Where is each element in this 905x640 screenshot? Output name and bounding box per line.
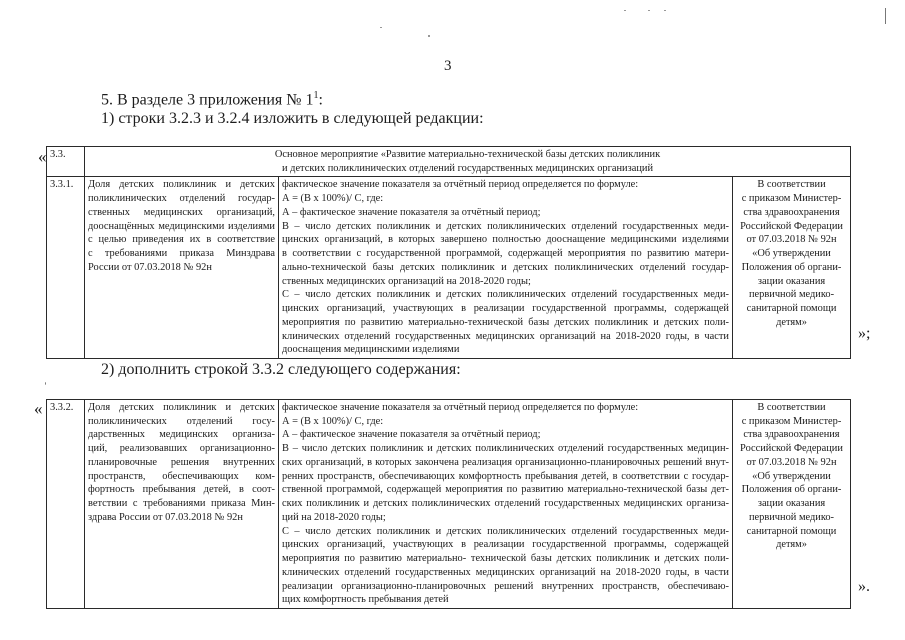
calculation-method — [279, 177, 733, 359]
formula-line: цинских организаций, участвующих в реализации государственной программы, содержащей — [282, 303, 729, 315]
row-number: 3.3.1. — [47, 177, 85, 359]
formula-line: мероприятия по развитию материально- технической базы детских поликлиник и детских поли- — [282, 553, 729, 565]
indicator-description — [85, 400, 279, 609]
formula-line: ских поликлиник и детских поликлинических отделений государственных медицинских организа- — [282, 498, 729, 510]
formula-line: А – фактическое значение показателя за отчётный период; — [282, 206, 541, 218]
basis-line: санитарной помощи — [746, 303, 837, 315]
main-event-cell — [85, 147, 851, 177]
basis-line: первичной медико- — [748, 289, 835, 301]
description-line: с требованиями приказа Минздрава — [88, 248, 275, 260]
section-heading — [101, 90, 323, 109]
amendment-table-2 — [46, 399, 851, 609]
basis-line: В соответствии — [757, 402, 826, 413]
formula-line: А – фактическое значение показателя за отчётный период; — [282, 429, 541, 441]
description-line: дооснащённых медицинскими изделиями — [88, 220, 275, 232]
basis-line: Российской Федерации — [740, 443, 843, 455]
closing-quote-1: »; — [858, 325, 871, 342]
scan-speck — [624, 10, 626, 11]
basis-line: В соответствии — [757, 179, 826, 191]
row-number: 3.3.2. — [47, 400, 85, 609]
section-heading-footnote: 1 — [313, 90, 319, 101]
description-line: Доля детских поликлиник и детских — [88, 402, 275, 413]
description-line: Доля детских поликлиник и детских — [88, 179, 275, 191]
legal-basis — [733, 400, 851, 609]
amendment-item-1: 1) строки 3.2.3 и 3.2.4 изложить в следующей редакции: — [101, 110, 484, 127]
basis-line: от 07.03.2018 № 92н — [746, 456, 837, 468]
closing-quote-2: ». — [858, 578, 870, 595]
description-line: дарственных медицинских организа- — [88, 429, 275, 441]
formula-line: фактическое значение показателя за отчётный период определяется по формуле: — [282, 402, 639, 413]
main-event-line: и детских поликлинических отделений государственных медицинских организаций — [282, 162, 654, 174]
basis-line: детям» — [776, 539, 807, 551]
amendment-table-1 — [46, 146, 851, 359]
formula-line: ально-технической базы детских поликлиник и детских поликлинических отделений государ- — [282, 261, 729, 273]
scan-speck — [648, 10, 650, 11]
description-line: здрава России от 07.03.2018 № 92н — [88, 511, 243, 523]
main-event-line: Основное мероприятие «Развитие материально-технической базы детских поликлиник — [274, 149, 661, 160]
description-line: с целью приведения их в соответствие — [88, 234, 275, 246]
description-line: ветствии с требованиями приказа Мин- — [88, 498, 275, 510]
table-row-3-3-2 — [47, 400, 851, 609]
formula-line: ственной программой, содержащей мероприятия по развитию материально-технической базы дет- — [282, 484, 729, 496]
basis-line: первичной медико- — [748, 511, 835, 523]
basis-line: от 07.03.2018 № 92н — [746, 234, 837, 246]
scan-speck — [664, 10, 666, 11]
scan-speck — [428, 35, 430, 37]
section-heading-colon: : — [318, 91, 323, 109]
formula-line: А = (В х 100%)/ С, где: — [282, 193, 384, 205]
basis-line: ства здравоохранения — [743, 206, 840, 218]
formula-line: А = (В х 100%)/ С, где: — [282, 415, 384, 427]
formula-line: клинических отделений государственных медицинских организаций на 2018-2020 годы, в части — [282, 330, 729, 342]
formula-line: В – число детских поликлиник и детских поликлинических отделений государственных меди- — [282, 220, 729, 232]
description-line: поликлинических отделений государ- — [88, 193, 275, 205]
basis-line: Положения об органи- — [741, 261, 842, 273]
basis-line: с приказом Министер- — [741, 415, 842, 427]
page-number: 3 — [444, 58, 452, 74]
scan-speck — [45, 382, 46, 385]
scan-speck — [380, 27, 382, 28]
formula-line: дооснащения медицинскими изделиями — [282, 344, 460, 356]
formula-line: в соответствии с государственной программой, содержащей мероприятия по развитию матери- — [282, 248, 729, 260]
calculation-method — [279, 400, 733, 609]
scan-speck — [885, 8, 886, 24]
table-row-main-event — [47, 147, 851, 177]
description-line: ственных медицинских организаций, — [88, 206, 275, 218]
formula-line: ских организаций, в которых закончена реализация организационно-планировочных решений внут- — [282, 456, 729, 468]
basis-line: «Об утверждении — [752, 248, 831, 260]
formula-line: клинических отделений государственных медицинских организаций на 2018-2020 годы, в части — [282, 566, 729, 578]
basis-line: санитарной помощи — [746, 525, 837, 537]
formula-line: ренних пространств, обеспечивающих комфортность пребывания детей, в соответствии с государ- — [282, 470, 729, 482]
opening-quote-1: « — [38, 147, 47, 166]
basis-line: Положения об органи- — [741, 484, 842, 496]
formula-line: В – число детских поликлиник и детских поликлинических отделений государственных медицин- — [282, 443, 729, 455]
description-line: России от 07.03.2018 № 92н — [88, 261, 212, 273]
table-row-3-3-1 — [47, 177, 851, 359]
description-line: ций, реализовавших организационно- — [88, 443, 275, 455]
legal-basis — [733, 177, 851, 359]
section-heading-text: 5. В разделе 3 приложения № 1 — [101, 91, 314, 109]
formula-line: С – число детских поликлиник и детских поликлинических отделений государственных меди- — [282, 289, 729, 301]
description-line: поликлинических отделений госу- — [88, 415, 275, 427]
formula-line: мероприятия по развитию материально-технической базы детских поликлиник и детских поли- — [282, 316, 729, 328]
opening-quote-2: « — [34, 399, 43, 418]
description-line: планировочные решения внутренних — [88, 456, 275, 468]
description-line: фортность пребывания детей, в соот- — [88, 484, 275, 496]
basis-line: ства здравоохранения — [743, 429, 840, 441]
basis-line: Российской Федерации — [740, 220, 843, 232]
description-line: пространств, обеспечивающих ком- — [88, 470, 275, 482]
formula-line: ций на 2018-2020 годы; — [282, 511, 386, 523]
basis-line: детям» — [776, 316, 807, 328]
basis-line: зации оказания — [757, 498, 826, 510]
formula-line: цинских организаций, в которых завершено полностью дооснащение медицинскими изделиями — [282, 234, 729, 246]
basis-line: зации оказания — [757, 275, 826, 287]
amendment-item-2: 2) дополнить строкой 3.3.2 следующего содержания: — [101, 361, 461, 378]
basis-line: «Об утверждении — [752, 470, 831, 482]
basis-line: с приказом Министер- — [741, 193, 842, 205]
formula-line: ственных медицинских организаций на 2018-2020 годы; — [282, 275, 531, 287]
formula-line: С – число детских поликлиник и детских поликлинических отделений государственных меди- — [282, 525, 729, 537]
indicator-description — [85, 177, 279, 359]
formula-line: щих комфортность пребывания детей — [282, 594, 449, 606]
formula-line: цинских организаций, участвующих в реализации государственной программы, содержащей — [282, 539, 729, 551]
formula-line: реализации организационно-планировочных решений внутренних пространств, обеспечиваю- — [282, 580, 729, 592]
row-number: 3.3. — [47, 147, 85, 177]
formula-line: фактическое значение показателя за отчётный период определяется по формуле: — [282, 179, 639, 191]
